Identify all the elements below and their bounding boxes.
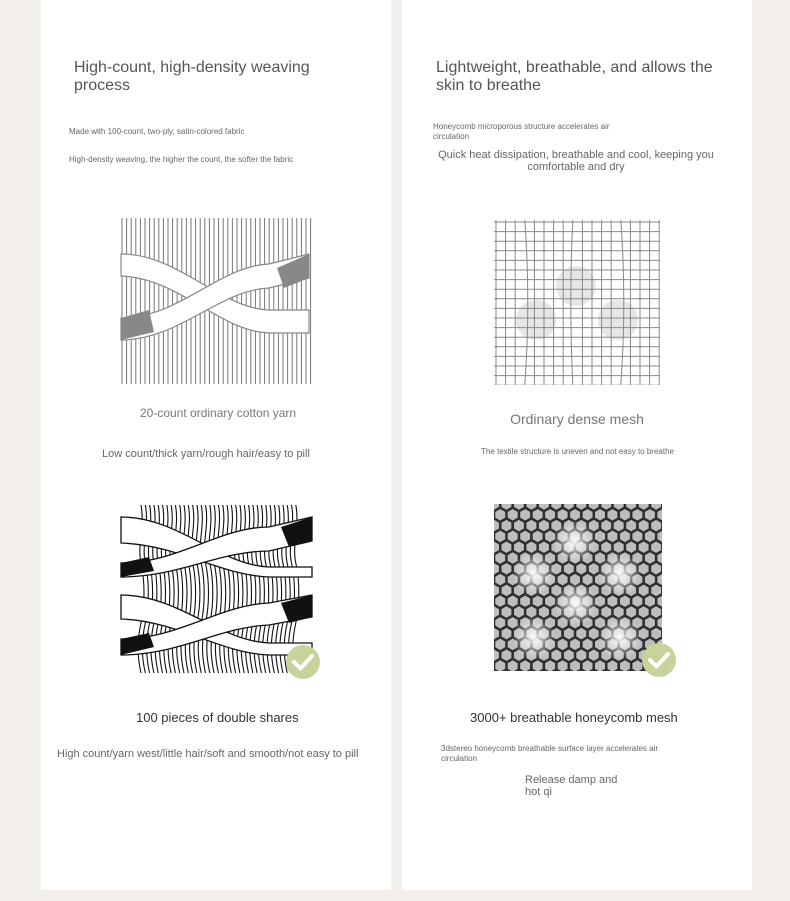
weaving-desc-2: High-density weaving, the higher the count, the softer the fabric [69,155,294,164]
premium-yarn-desc: High count/yarn west/little hair/soft and smooth/not easy to pill [57,748,359,760]
weaving-desc-1: Made with 100-count, two-ply, satin-colored fabric [69,127,245,136]
ordinary-yarn-caption: 20-count ordinary cotton yarn [140,406,297,420]
breathable-title: Lightweight, breathable, and allows the skin to breathe [436,59,713,94]
premium-yarn-caption: 100 pieces of double shares [136,710,299,725]
honeycomb-desc: 3dstereo honeycomb breathable surface layer accelerates air circulation [441,744,659,763]
honeycomb-mesh-illustration [494,504,662,671]
honeycomb-caption: 3000+ breathable honeycomb mesh [470,710,678,725]
panel-weaving [41,0,391,890]
ordinary-yarn-illustration [119,218,314,386]
check-circle-icon [641,642,677,678]
ordinary-mesh-desc: The textile structure is uneven and not easy to breathe [480,447,674,456]
check-circle-icon [285,644,321,680]
panel-breathable [402,0,752,890]
honeycomb-desc-2: Release damp and hot qi [525,774,618,798]
ordinary-yarn-desc: Low count/thick yarn/rough hair/easy to pill [102,448,310,460]
breathable-desc-2: Quick heat dissipation, breathable and cool, keeping you comfortable and dry [438,149,714,173]
weaving-title: High-count, high-density weaving process [74,59,310,94]
ordinary-mesh-illustration [494,220,660,385]
ordinary-mesh-caption: Ordinary dense mesh [510,411,644,427]
breathable-desc-1: Honeycomb microporous structure accelerates air circulation [433,122,610,141]
